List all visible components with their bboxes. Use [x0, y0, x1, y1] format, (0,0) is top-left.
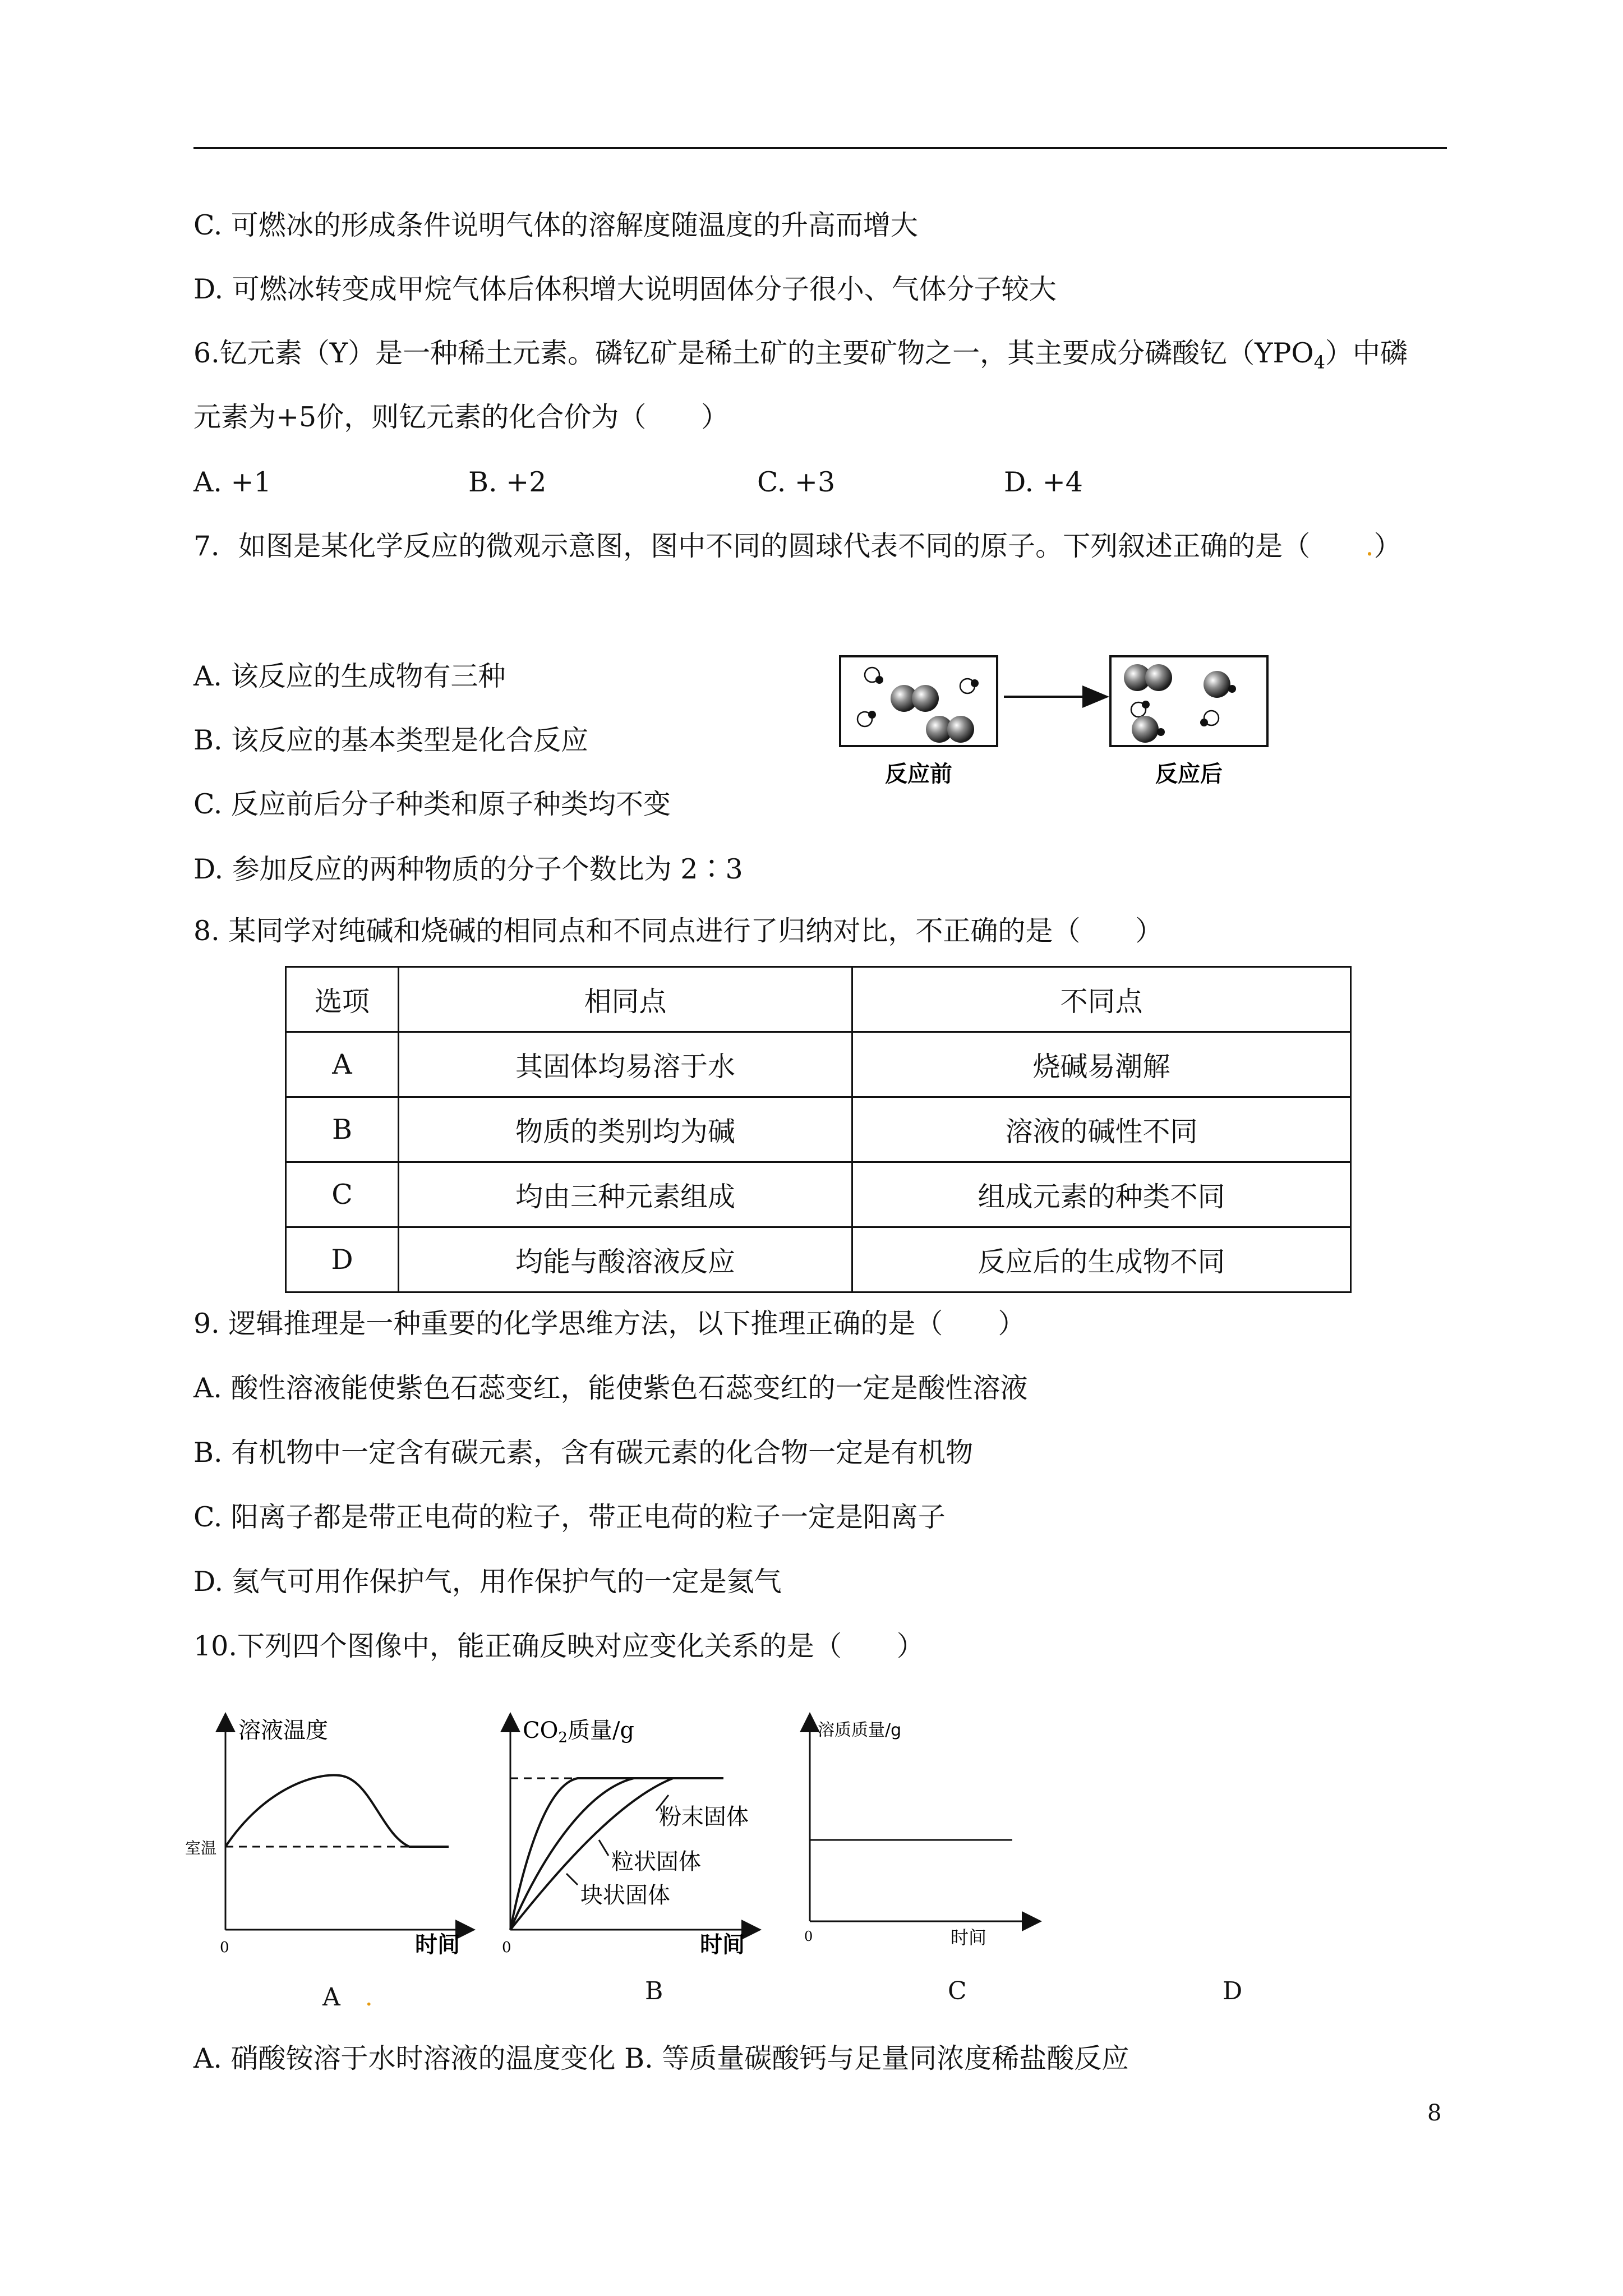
q6-stem-line2: 元素为+5价，则钇元素的化合价为（ ） [193, 401, 729, 433]
q6-stem-line1: 6.钇元素（Y）是一种稀土元素。磷钇矿是稀土矿的主要矿物之一，其主要成分磷酸钇$(YPO_4)$中磷 [193, 337, 1408, 373]
table-header-row [286, 967, 1351, 1032]
q9-option-d: D. 氦气可用作保护气，用作保护气的一定是氦气 [193, 1566, 782, 1598]
cell-same: 其固体均易溶于水 [399, 1032, 852, 1097]
graph-c-xlabel: 时间 [951, 1927, 987, 1948]
table-row [286, 1162, 1351, 1227]
q6-option-d: D. +4 [1004, 466, 1083, 498]
after-label: 反应后 [1155, 761, 1223, 787]
q5-option-c: C. 可燃冰的形成条件说明气体的溶解度随温度的升高而增大 [193, 209, 918, 241]
q7-option-d: D. 参加反应的两种物质的分子个数比为 2∶3 [193, 853, 743, 885]
graph-b-pointer-3 [566, 1874, 578, 1885]
graph-a-ylabel: 溶液温度 [238, 1718, 328, 1743]
q5-option-d: D. 可燃冰转变成甲烷气体后体积增大说明固体分子很小、气体分子较大 [193, 273, 1057, 305]
q9-option-b: B. 有机物中一定含有碳元素，含有碳元素的化合物一定是有机物 [193, 1437, 974, 1469]
before-label: 反应前 [885, 761, 952, 787]
before-molecules [857, 668, 979, 743]
q6-option-a: A. +1 [193, 466, 271, 498]
reaction-diagram [830, 651, 1279, 797]
comparison-table [285, 966, 1352, 1293]
cell-option: B [286, 1097, 399, 1162]
graph-a-ref-label: 室温 [185, 1839, 217, 1857]
cell-option: C [286, 1162, 399, 1227]
page-number: 8 [1427, 2100, 1442, 2126]
q9-stem: 9. 逻辑推理是一种重要的化学思维方法，以下推理正确的是（ ） [193, 1308, 1026, 1340]
graph-b-label-granule: 粒状固体 [611, 1849, 701, 1875]
graph-c [791, 1705, 1049, 1963]
graph-a-xlabel: 时间 [415, 1932, 460, 1958]
after-molecules [1124, 664, 1236, 743]
header-same: 相同点 [399, 967, 852, 1032]
q7-option-c: C. 反应前后分子种类和原子种类均不变 [193, 788, 671, 820]
q9-option-c: C. 阳离子都是带正电荷的粒子，带正电荷的粒子一定是阳离子 [193, 1501, 946, 1533]
q6-option-c: C. +3 [757, 466, 836, 498]
graph-c-ylabel: 溶质质量/g [818, 1720, 902, 1740]
cell-same: 均由三种元素组成 [399, 1162, 852, 1227]
q9-option-a: A. 酸性溶液能使紫色石蕊变红，能使紫色石蕊变红的一定是酸性溶液 [193, 1372, 1028, 1404]
graph-b-origin: 0 [502, 1939, 511, 1956]
table-row [286, 1227, 1351, 1292]
graph-b-label-block: 块状固体 [580, 1883, 670, 1908]
graph-a [185, 1705, 477, 1963]
header-option: 选项 [286, 967, 399, 1032]
q10-stem: 10.下列四个图像中，能正确反映对应变化关系的是（ ） [193, 1630, 924, 1662]
cell-diff: 溶液的碱性不同 [852, 1097, 1351, 1162]
graph-caption-d: D [1223, 1977, 1243, 2005]
graph-c-origin: 0 [804, 1929, 813, 1944]
graph-b-xlabel: 时间 [700, 1932, 745, 1958]
graph-a-curve [225, 1775, 449, 1847]
cell-same: 均能与酸溶液反应 [399, 1227, 852, 1292]
graph-b-ylabel: $CO_2$质量/g [523, 1718, 635, 1746]
q8-stem: 8. 某同学对纯碱和烧碱的相同点和不同点进行了归纳对比，不正确的是（ ） [193, 915, 1163, 947]
q7-stem: 7．如图是某化学反应的微观示意图，图中不同的圆球代表不同的原子。下列叙述正确的是（ .） [193, 530, 1401, 562]
graph-b [488, 1705, 780, 1963]
cell-option: A [286, 1032, 399, 1097]
q7-option-b: B. 该反应的基本类型是化合反应 [193, 724, 589, 756]
graph-caption-c: C [948, 1977, 967, 2005]
graph-b-label-powder: 粉末固体 [659, 1804, 749, 1830]
graph-b-pointer-2 [599, 1840, 608, 1856]
cell-diff: 反应后的生成物不同 [852, 1227, 1351, 1292]
header-diff: 不同点 [852, 967, 1351, 1032]
cell-diff: 组成元素的种类不同 [852, 1162, 1351, 1227]
cell-diff: 烧碱易潮解 [852, 1032, 1351, 1097]
graph-caption-a: A . [322, 1983, 373, 2012]
header-rule [193, 147, 1447, 149]
cell-same: 物质的类别均为碱 [399, 1097, 852, 1162]
graph-a-origin: 0 [220, 1939, 229, 1956]
table-row [286, 1097, 1351, 1162]
q6-option-b: B. +2 [468, 466, 547, 498]
q10-answers: A. 硝酸铵溶于水时溶液的温度变化 B. 等质量碳酸钙与足量同浓度稀盐酸反应 [193, 2042, 1129, 2074]
q7-option-a: A. 该反应的生成物有三种 [193, 660, 506, 692]
cell-option: D [286, 1227, 399, 1292]
table-row [286, 1032, 1351, 1097]
graph-caption-b: B [645, 1977, 663, 2005]
